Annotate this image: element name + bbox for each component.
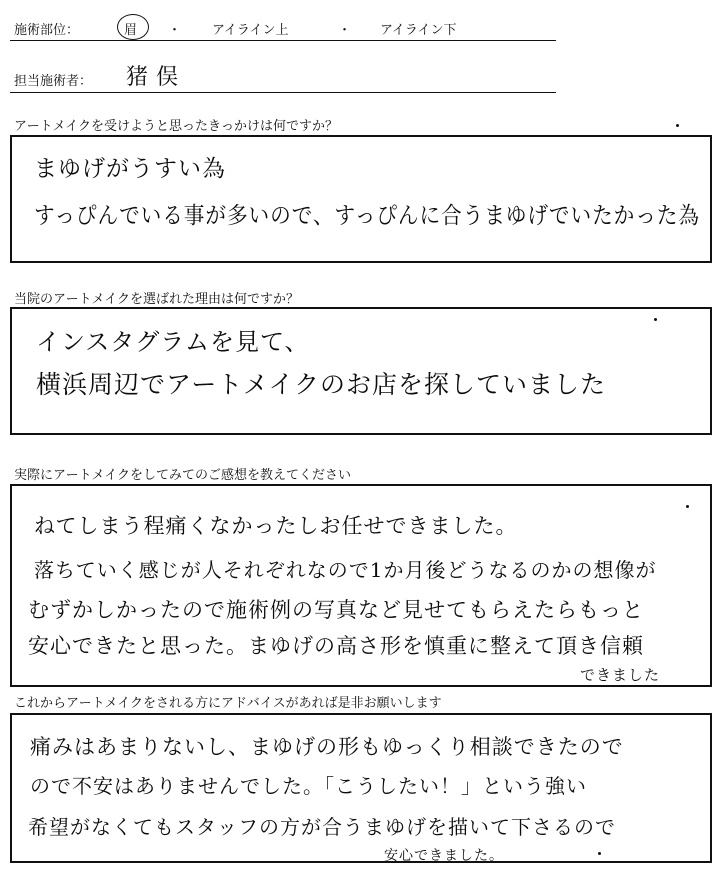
scan-speck [686,505,689,508]
question-impression-title: 実際にアートメイクをしてみてのご感想を教えてください [14,468,351,483]
site-option-separator: ・ [168,23,182,38]
answer-line: むずかしかったので施術例の写真など見せてもらえたらもっと [28,598,644,622]
answer-line: 横浜周辺でアートメイクのお店を探していました [36,370,607,399]
staff-label: 担当施術者： [14,74,93,89]
answer-line: ねてしまう程痛くなかったしお任せできました。 [34,514,518,538]
site-option-upper-eyeliner: アイライン上 [212,23,289,38]
question-reason-title: アートメイクを受けようと思ったきっかけは何ですか？ [14,119,338,134]
answer-line-continuation: 安心できました。 [384,848,504,864]
scan-speck [676,124,679,127]
site-label: 施術部位： [14,23,80,38]
answer-line: 痛みはあまりないし、まゆげの形もゆっくり相談できたので [30,735,624,759]
answer-line: 希望がなくてもスタッフの方が合うまゆげを描いて下さるので [28,815,616,839]
staff-underline [10,92,556,93]
question-advice-title: これからアートメイクをされる方にアドバイスがあれば是非お願いします [14,696,442,711]
scan-speck [654,318,657,321]
answer-line: 落ちていく感じが人それぞれなので1か月後どうなるのかの想像が [34,558,657,582]
question-choice-title: 当院のアートメイクを選ばれた理由は何ですか？ [14,292,299,307]
answer-line: まゆげがうすい為 [34,156,226,182]
answer-line: ので不安はありませんでした。「こうしたい！」という強い [30,774,587,798]
site-option-lower-eyeliner: アイライン下 [380,23,457,38]
scan-speck [598,852,601,855]
staff-name: 猪俣 [126,65,187,90]
answer-line: 安心できたと思った。まゆげの高さ形を慎重に整えて頂き信頼 [28,634,644,658]
site-option-separator: ・ [338,23,352,38]
answer-line: インスタグラムを見て、 [36,328,310,356]
site-underline [10,40,556,41]
answer-line-continuation: できました [580,666,661,684]
site-option-eyebrow: 眉 [124,23,138,38]
answer-line: すっぴんでいる事が多いので、すっぴんに合うまゆげでいたかった為 [34,203,700,229]
